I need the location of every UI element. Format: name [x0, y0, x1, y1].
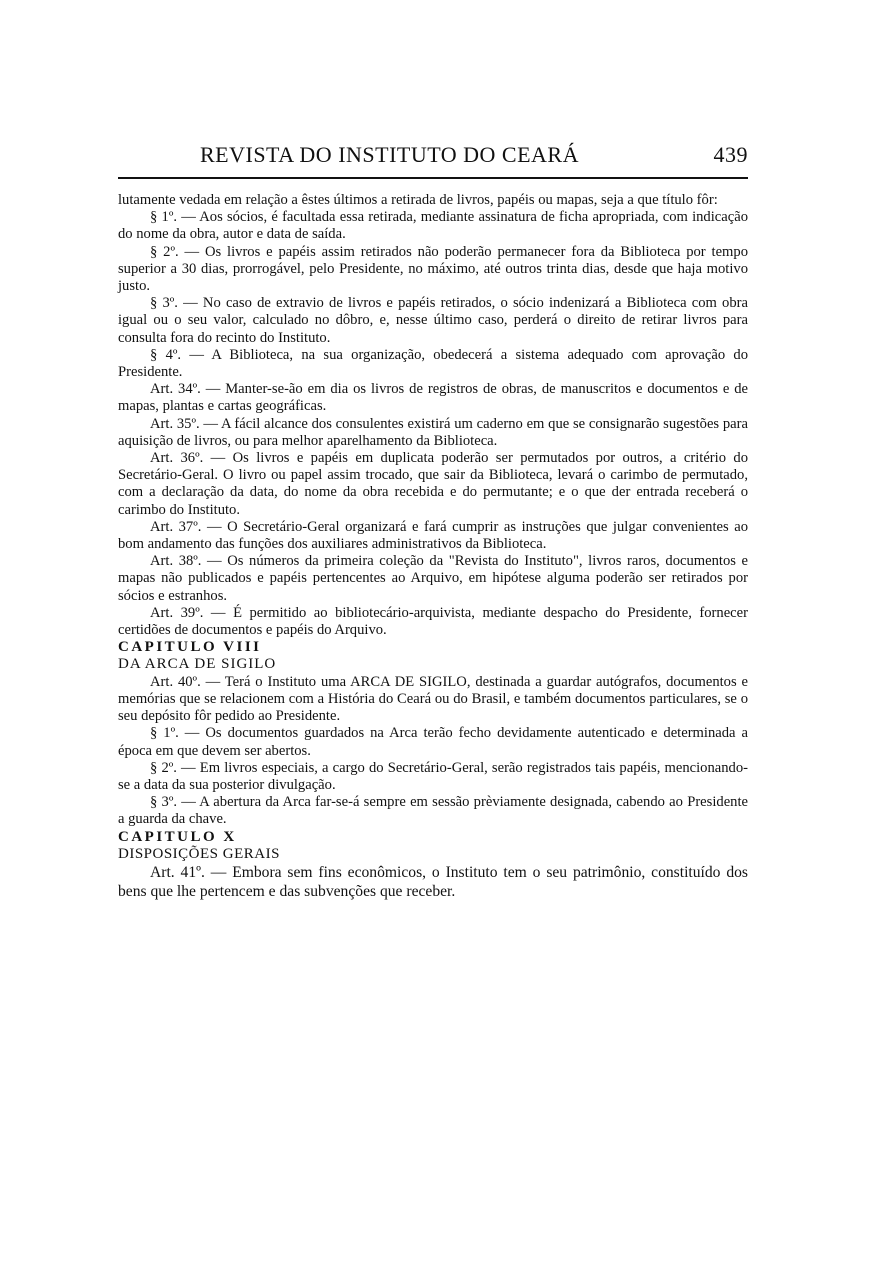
header-rule	[118, 177, 748, 179]
journal-title: REVISTA DO INSTITUTO DO CEARÁ	[200, 142, 579, 167]
chapter-subtitle: DA ARCA DE SIGILO	[118, 656, 277, 673]
running-header	[118, 142, 748, 168]
paragraph: § 3º. — A abertura da Arca far-se-á sempre em sessão prèviamente designada, cabendo ao Presidente a guarda da chave.	[118, 794, 748, 828]
paragraph: Art. 38º. — Os números da primeira coleção da "Revista do Instituto", livros raros, documentos e mapas não publicados e papéis pertencentes ao Arquivo, em hipótese alguma poderão ser retirados por sócios e estranhos.	[118, 553, 748, 604]
paragraph: § 4º. — A Biblioteca, na sua organização, obedecerá a sistema adequado com aprovação do Presidente.	[118, 346, 748, 381]
paragraph: § 1º. — Os documentos guardados na Arca terão fecho devidamente autenticado e determinada a época em que devem ser abertos.	[118, 725, 748, 759]
paragraph: Art. 39º. — É permitido ao bibliotecário-arquivista, mediante despacho do Presidente, fornecer certidões de documentos e papéis do Arquivo.	[118, 604, 748, 639]
chapter-title: CAPITULO VIII	[118, 639, 262, 656]
chapter-title: CAPITULO X	[118, 828, 237, 845]
paragraph: Art. 40º. — Terá o Instituto uma ARCA DE SIGILO, destinada a guardar autógrafos, documentos e memórias que se relacionem com a História do Ceará ou do Brasil, e também documentos particulares, se o seu depósito fôr pedido ao Presidente.	[118, 673, 748, 725]
paragraph: § 2º. — Os livros e papéis assim retirados não poderão permanecer fora da Biblioteca por tempo superior a 30 dias, prorrogável, pelo Presidente, no máximo, até outros trinta dias, desde que haja motivo justo.	[118, 243, 748, 295]
page-number: 439	[713, 142, 748, 167]
body-text	[118, 192, 748, 901]
paragraph: Art. 34º. — Manter-se-ão em dia os livros de registros de obras, de manuscritos e documentos e de mapas, plantas e cartas geográficas.	[118, 381, 748, 415]
paragraph: Art. 37º. — O Secretário-Geral organizará e fará cumprir as instruções que julgar convenientes ao bom andamento das funções dos auxiliares administrativos da Biblioteca.	[118, 518, 748, 553]
paragraph: Art. 36º. — Os livros e papéis em duplicata poderão ser permutados por outros, a critério do Secretário-Geral. O livro ou papel assim trocado, que sair da Biblioteca, levará o carimbo de permutado, com a declaração da data, do nome da obra recebida e do permutante; e o que der entrada receberá o carimbo do Instituto.	[118, 450, 748, 518]
paragraph: Art. 41º. — Embora sem fins econômicos, o Instituto tem o seu patrimônio, constituído dos bens que lhe pertencem e das subvenções que receber.	[118, 863, 748, 900]
chapter-subtitle: DISPOSIÇÕES GERAIS	[118, 845, 280, 862]
paragraph: Art. 35º. — A fácil alcance dos consulentes existirá um caderno em que se consignarão sugestões para aquisição de livros, ou para melhor aparelhamento da Biblioteca.	[118, 415, 748, 449]
paragraph: § 1º. — Aos sócios, é facultada essa retirada, mediante assinatura de ficha apropriada, com indicação do nome da obra, autor e data de saída.	[118, 209, 748, 243]
paragraph: lutamente vedada em relação a êstes últimos a retirada de livros, papéis ou mapas, seja a que título fôr:	[118, 192, 718, 208]
paragraph: § 2º. — Em livros especiais, a cargo do Secretário-Geral, serão registrados tais papéis, mencionando-se a data da sua posterior divulgação.	[118, 759, 748, 793]
paragraph: § 3º. — No caso de extravio de livros e papéis retirados, o sócio indenizará a Biblioteca com obra igual ou o seu valor, calculado no dôbro, e, nesse último caso, perderá o direito de retirar livros para consulta fora do recinto do Instituto.	[118, 295, 748, 346]
